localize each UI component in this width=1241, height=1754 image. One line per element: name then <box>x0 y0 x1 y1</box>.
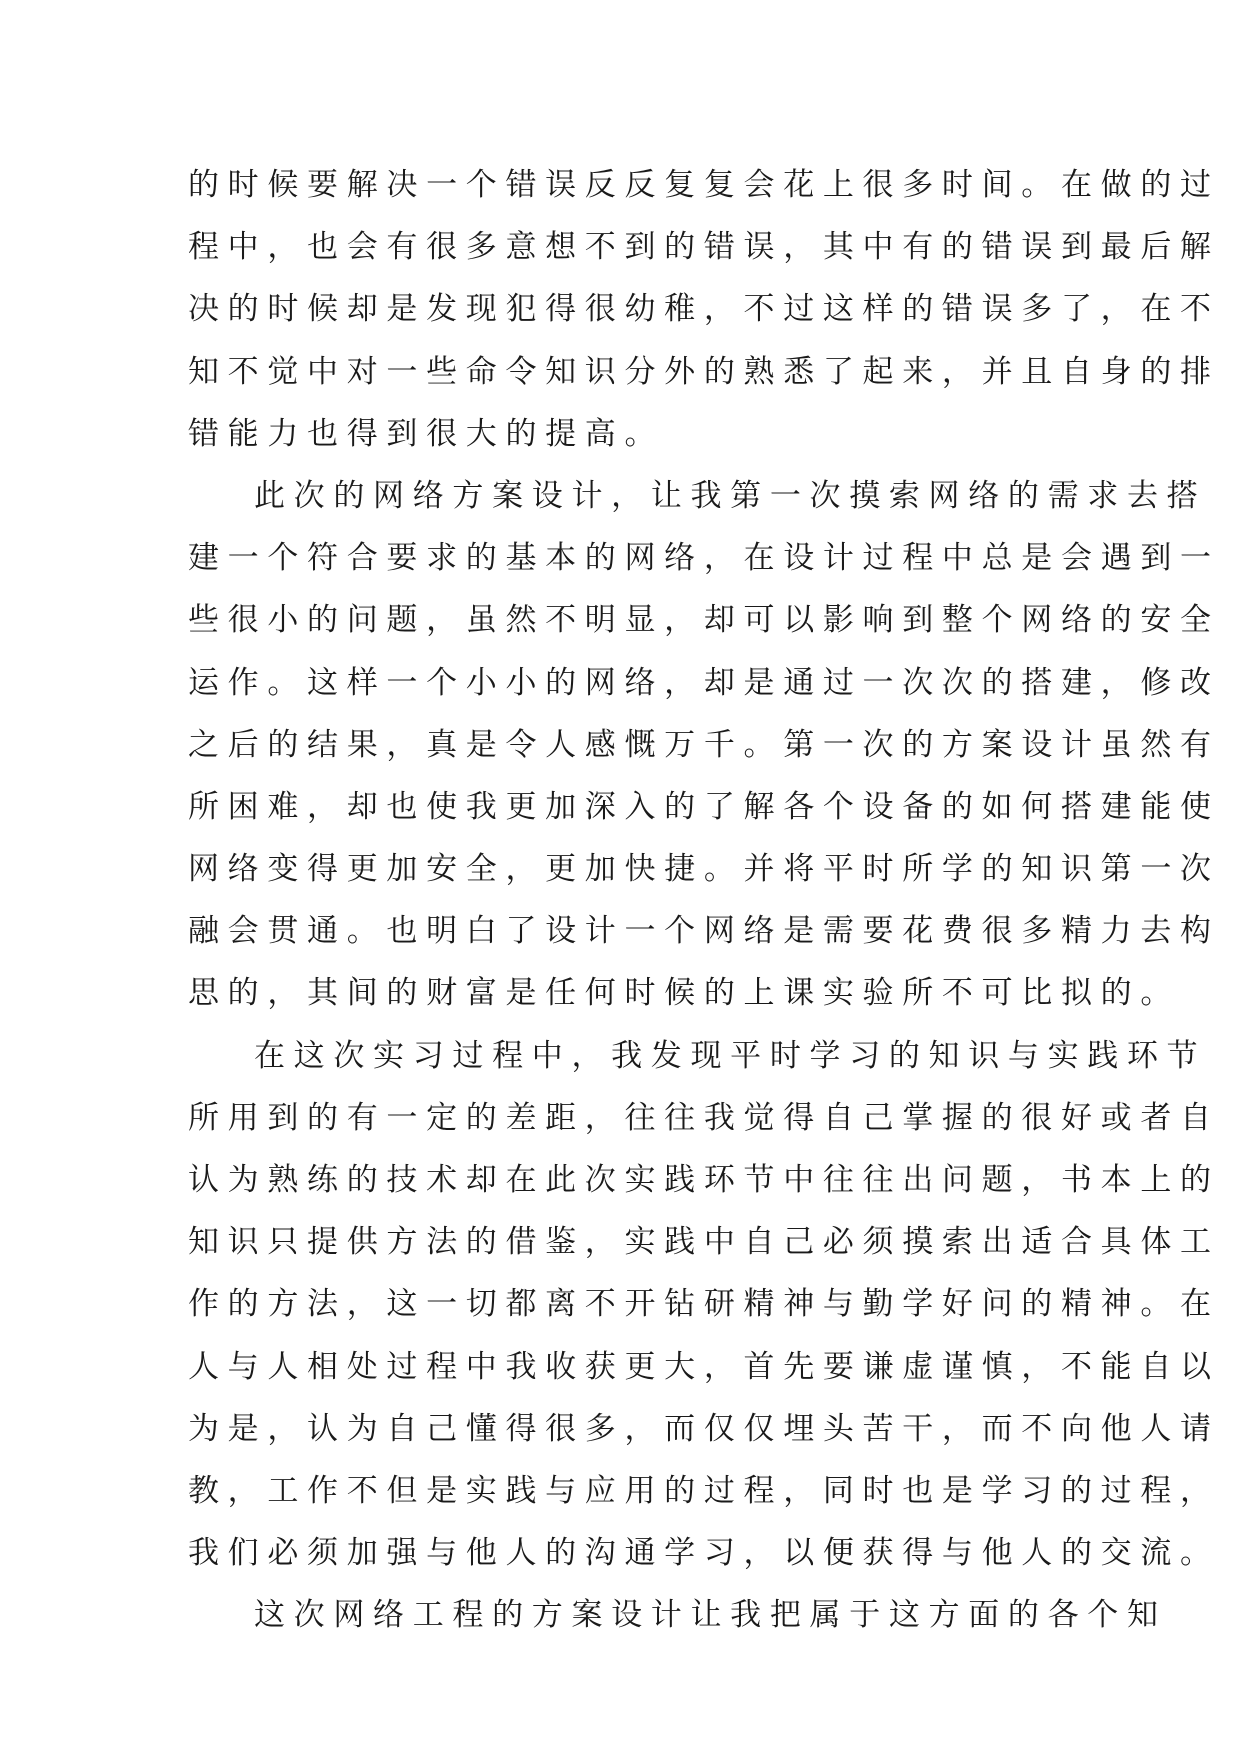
text-line: 人与人相处过程中我收获更大，首先要谦虚谨慎，不能自以 <box>188 1348 1220 1385</box>
text-line: 为是，认为自己懂得很多，而仅仅埋头苦干，而不向他人请 <box>188 1410 1220 1447</box>
document-body <box>188 154 1220 1647</box>
text-line: 教，工作不但是实践与应用的过程，同时也是学习的过程， <box>188 1472 1220 1509</box>
text-line: 错能力也得到很大的提高。 <box>188 415 665 452</box>
text-line: 思的，其间的财富是任何时候的上课实验所不可比拟的。 <box>188 975 1180 1012</box>
text-line: 作的方法，这一切都离不开钻研精神与勤学好问的精神。在 <box>188 1286 1220 1323</box>
paragraph-first-line: 此次的网络方案设计，让我第一次摸索网络的需求去搭 <box>254 477 1207 514</box>
text-line: 决的时候却是发现犯得很幼稚，不过这样的错误多了，在不 <box>188 291 1220 328</box>
text-line: 些很小的问题，虽然不明显，却可以影响到整个网络的安全 <box>188 602 1220 639</box>
text-line: 所困难，却也使我更加深入的了解各个设备的如何搭建能使 <box>188 788 1220 825</box>
text-line: 融会贯通。也明白了设计一个网络是需要花费很多精力去构 <box>188 913 1220 950</box>
text-line: 网络变得更加安全，更加快捷。并将平时所学的知识第一次 <box>188 851 1220 888</box>
text-line: 知不觉中对一些命令知识分外的熟悉了起来，并且自身的排 <box>188 353 1220 390</box>
text-line: 认为熟练的技术却在此次实践环节中往往出问题，书本上的 <box>188 1162 1220 1198</box>
text-line: 的时候要解决一个错误反反复复会花上很多时间。在做的过 <box>188 167 1220 203</box>
text-line: 建一个符合要求的基本的网络，在设计过程中总是会遇到一 <box>188 540 1220 577</box>
text-line: 运作。这样一个小小的网络，却是通过一次次的搭建，修改 <box>188 664 1220 701</box>
paragraph-first-line: 在这次实习过程中，我发现平时学习的知识与实践环节 <box>254 1037 1207 1074</box>
paragraph-first-line: 这次网络工程的方案设计让我把属于这方面的各个知 <box>254 1597 1167 1634</box>
text-line: 之后的结果，真是令人感慨万千。第一次的方案设计虽然有 <box>188 726 1220 763</box>
text-line: 知识只提供方法的借鉴，实践中自己必须摸索出适合具体工 <box>188 1224 1220 1261</box>
text-line: 程中，也会有很多意想不到的错误，其中有的错误到最后解 <box>188 229 1220 266</box>
text-line: 所用到的有一定的差距，往往我觉得自己掌握的很好或者自 <box>188 1099 1220 1136</box>
text-line: 我们必须加强与他人的沟通学习，以便获得与他人的交流。 <box>188 1535 1220 1572</box>
